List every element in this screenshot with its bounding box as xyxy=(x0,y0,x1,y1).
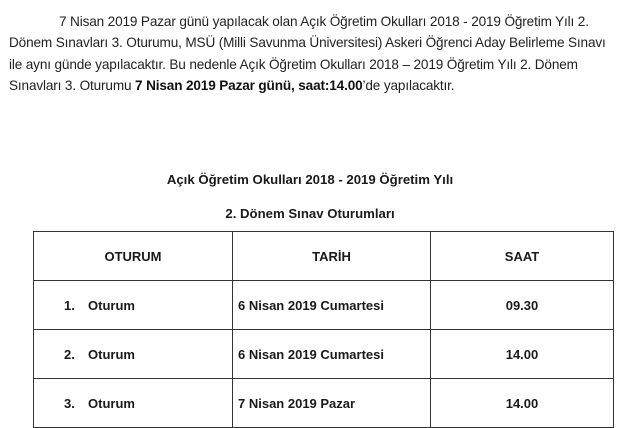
document-subtitle: 2. Dönem Sınav Oturumları xyxy=(225,206,395,221)
table-header-row xyxy=(34,232,614,281)
time-cell: 09.30 xyxy=(431,281,614,330)
announcement-paragraph xyxy=(9,11,614,96)
session-label: Oturum xyxy=(88,297,135,313)
document-title: Açık Öğretim Okulları 2018 - 2019 Öğretim Yılı xyxy=(166,172,454,187)
header-oturum: OTURUM xyxy=(34,232,233,281)
table-row xyxy=(34,330,614,379)
announcement-text: 7 Nisan 2019 Pazar günü yapılacak olan Açık Öğretim Okulları 2018 - 2019 Öğretim Yılı 2. Dönem Sınavları 3. Oturumu, MSÜ (Milli Savunma Üniversitesi) Askeri Öğrenci Aday Belirleme Sınavı ile aynı günde yapılacaktır. Bu nedenle Açık Öğretim Okulları 2018 – 2019 Öğretim Yılı 2. Dönem Sınavları 3. Oturumu xyxy=(9,14,606,93)
date-cell: 6 Nisan 2019 Cumartesi xyxy=(233,330,431,379)
announcement-text-end: ’de yapılacaktır. xyxy=(362,77,455,93)
announcement-highlight: 7 Nisan 2019 Pazar günü, saat:14.00 xyxy=(135,77,363,93)
date-cell: 6 Nisan 2019 Cumartesi xyxy=(233,281,431,330)
time-cell: 14.00 xyxy=(431,379,614,428)
time-cell: 14.00 xyxy=(431,330,614,379)
session-number: 2. xyxy=(64,346,75,362)
session-cell xyxy=(34,379,233,428)
exam-sessions-table xyxy=(33,231,614,428)
date-cell: 7 Nisan 2019 Pazar xyxy=(233,379,431,428)
header-tarih: TARİH xyxy=(233,232,431,281)
table-row xyxy=(34,379,614,428)
table-row xyxy=(34,281,614,330)
session-label: Oturum xyxy=(88,346,135,362)
header-saat: SAAT xyxy=(431,232,614,281)
session-label: Oturum xyxy=(88,395,135,411)
session-cell xyxy=(34,330,233,379)
session-number: 1. xyxy=(64,297,75,313)
session-number: 3. xyxy=(64,395,75,411)
session-cell xyxy=(34,281,233,330)
